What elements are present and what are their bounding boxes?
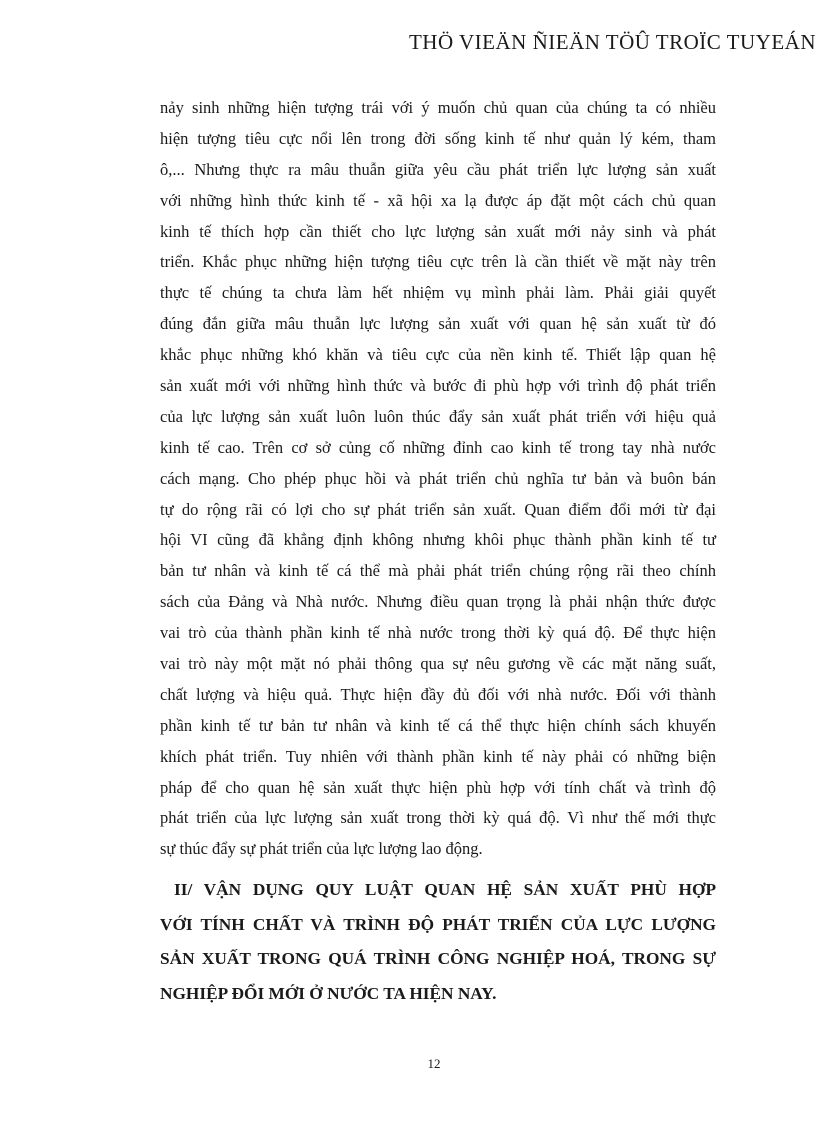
body-line: với những hình thức kinh tế - xã hội xa lạ được áp đặt một cách chủ quan — [160, 190, 716, 210]
body-line: phần kinh tế tư bản tư nhân và kinh tế cá thể thực hiện chính sách khuyến — [160, 715, 716, 735]
body-line: hiện tượng tiêu cực nổi lên trong đời sống kinh tế như quản lý kém, tham — [160, 128, 716, 148]
body-line: vai trò này một mặt nó phải thông qua sự nêu gương về các mặt năng suất, — [160, 654, 716, 674]
body-line: phát triển của lực lượng sản xuất trong thời kỳ quá độ. Vì như thế mới thực — [160, 808, 716, 828]
section-heading-line: II/ VẬN DỤNG QUY LUẬT QUAN HỆ SẢN XUẤT PHÙ HỢP — [174, 880, 716, 899]
body-line: thực tế chúng ta chưa làm hết nhiệm vụ mình phải làm. Phải giải quyết — [160, 283, 716, 303]
body-line: sự thúc đẩy sự phát triển của lực lượng lao động. — [160, 839, 483, 859]
body-line: của lực lượng sản xuất luôn luôn thúc đẩy sản xuất phát triển với hiệu quả — [160, 406, 716, 426]
page-number: 12 — [427, 1056, 441, 1071]
section-heading-line: VỚI TÍNH CHẤT VÀ TRÌNH ĐỘ PHÁT TRIỂN CỦA LỰC LƯỢNG — [160, 914, 716, 934]
body-paragraph — [160, 93, 716, 865]
body-line: nảy sinh những hiện tượng trái với ý muốn chủ quan của chúng ta có nhiều — [160, 98, 716, 117]
body-line: hội VI cũng đã khẳng định không nhưng khôi phục thành phần kinh tế tư — [160, 530, 716, 550]
body-line: khắc phục những khó khăn và tiêu cực của nền kinh tế. Thiết lập quan hệ — [160, 345, 716, 365]
body-line: kinh tế thích hợp cần thiết cho lực lượng sản xuất mới nảy sinh và phát — [160, 221, 716, 241]
body-line: đúng đắn giữa mâu thuẫn lực lượng sản xuất với quan hệ sản xuất từ đó — [160, 314, 716, 334]
body-line: sách của Đảng và Nhà nước. Nhưng điều quan trọng là phải nhận thức được — [160, 592, 716, 612]
page-header: THÖ VIEÄN ÑIEÄN TÖÛ TROÏC TUYEÁN — [408, 30, 816, 54]
section-heading — [160, 873, 716, 1011]
body-line: ô,... Nhưng thực ra mâu thuẫn giữa yêu cầu phát triển lực lượng sản xuất — [160, 159, 716, 179]
body-line: triển. Khắc phục những hiện tượng tiêu cực trên là cần thiết về mặt này trên — [160, 252, 716, 272]
body-line: kinh tế cao. Trên cơ sở củng cố những đỉnh cao kinh tế trong tay nhà nước — [160, 437, 716, 457]
body-line: cách mạng. Cho phép phục hồi và phát triển chủ nghĩa tư bản và buôn bán — [160, 468, 716, 488]
section-heading-line: NGHIỆP ĐỔI MỚI Ở NƯỚC TA HIỆN NAY. — [160, 983, 497, 1003]
body-line: bản tư nhân và kinh tế cá thể mà phải phát triển chúng rộng rãi theo chính — [160, 561, 716, 581]
body-line: pháp để cho quan hệ sản xuất thực hiện phù hợp với tính chất và trình độ — [160, 777, 716, 797]
body-line: chất lượng và hiệu quả. Thực hiện đầy đủ đối với nhà nước. Đối với thành — [160, 684, 716, 704]
body-line: sản xuất mới với những hình thức và bước đi phù hợp với trình độ phát triển — [160, 376, 716, 396]
body-line: tự do rộng rãi có lợi cho sự phát triển sản xuất. Quan điểm đổi mới từ đại — [160, 499, 716, 519]
section-heading-line: SẢN XUẤT TRONG QUÁ TRÌNH CÔNG NGHIỆP HOÁ, TRONG SỰ — [160, 949, 716, 968]
body-line: vai trò của thành phần kinh tế nhà nước trong thời kỳ quá độ. Để thực hiện — [160, 623, 716, 643]
body-line: khích phát triển. Tuy nhiên với thành phần kinh tế này phải có những biện — [160, 746, 716, 766]
